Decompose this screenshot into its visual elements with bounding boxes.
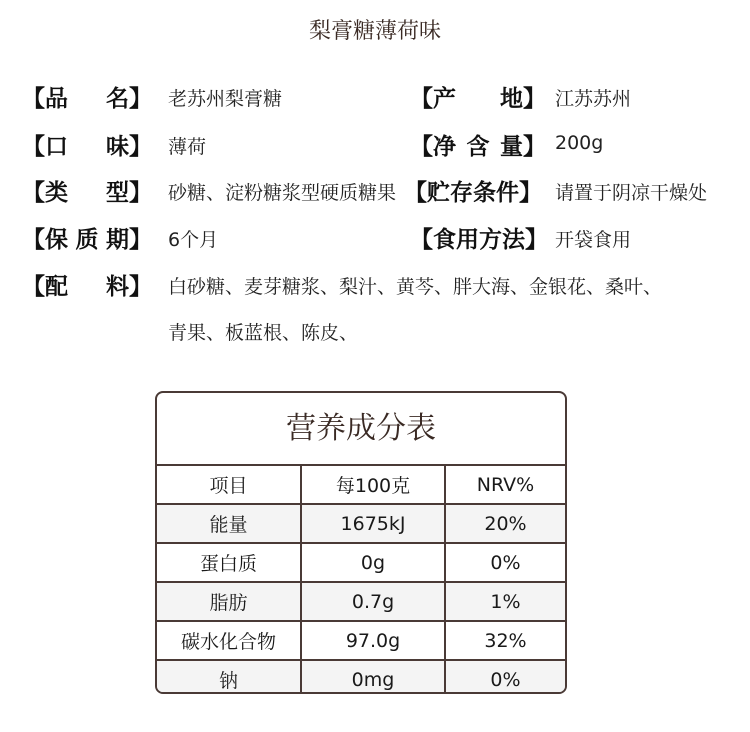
nutrition-facts-panel: [155, 391, 567, 694]
cell-item: 蛋白质: [157, 543, 301, 582]
value-product-name: 老苏州梨膏糖: [168, 88, 283, 110]
header-nrv: NRV%: [445, 466, 565, 504]
label-product-name: [22, 80, 152, 113]
cell-amount: 97.0g: [301, 621, 445, 660]
value-net-weight: 200g: [555, 132, 604, 154]
table-row: [157, 621, 565, 660]
label-part: 含: [466, 134, 490, 160]
label-part: 【配: [22, 274, 68, 300]
label-shelf-life: [22, 221, 152, 254]
label-origin: [410, 80, 546, 113]
label-part: 【贮存条件】: [404, 180, 542, 206]
label-part: 名】: [106, 86, 152, 112]
cell-item: 钠: [157, 660, 301, 694]
value-usage: 开袋食用: [555, 229, 632, 251]
value-origin: 江苏苏州: [555, 88, 632, 110]
label-part: 【类: [22, 180, 68, 206]
label-part: 地】: [500, 86, 546, 112]
header-per-100g: 每100克: [301, 466, 445, 504]
label-usage: [410, 221, 546, 254]
nutrition-table: [157, 466, 565, 694]
cell-nrv: 0%: [445, 660, 565, 694]
label-part: 【品: [22, 86, 68, 112]
value-ingredients-line2: 青果、板蓝根、陈皮、: [168, 322, 359, 344]
label-part: 期】: [106, 227, 152, 253]
label-part: 质: [75, 227, 99, 253]
cell-nrv: 32%: [445, 621, 565, 660]
cell-item: 碳水化合物: [157, 621, 301, 660]
label-part: 【净: [410, 134, 456, 160]
header-item: 项目: [157, 466, 301, 504]
value-storage: 请置于阴凉干燥处: [555, 182, 708, 204]
cell-amount: 0mg: [301, 660, 445, 694]
label-part: 量】: [500, 134, 546, 160]
value-shelf-life: 6个月: [168, 229, 219, 251]
cell-item: 脂肪: [157, 582, 301, 621]
value-ingredients-line1: 白砂糖、麦芽糖浆、梨汁、黄芩、胖大海、金银花、桑叶、: [168, 276, 663, 298]
label-part: 【口: [22, 134, 68, 160]
cell-amount: 0.7g: [301, 582, 445, 621]
cell-nrv: 20%: [445, 504, 565, 543]
cell-amount: 1675kJ: [301, 504, 445, 543]
label-part: 【食用方法】: [410, 227, 548, 253]
cell-amount: 0g: [301, 543, 445, 582]
value-type: 砂糖、淀粉糖浆型硬质糖果: [168, 182, 397, 204]
value-flavor: 薄荷: [168, 136, 207, 158]
label-net-weight: [410, 128, 546, 161]
table-row: [157, 582, 565, 621]
label-part: 【产: [410, 86, 456, 112]
label-type: [22, 174, 152, 207]
table-row: [157, 543, 565, 582]
label-part: 型】: [106, 180, 152, 206]
label-flavor: [22, 128, 152, 161]
cell-nrv: 1%: [445, 582, 565, 621]
table-row: [157, 660, 565, 694]
cell-item: 能量: [157, 504, 301, 543]
table-row: [157, 504, 565, 543]
label-part: 料】: [106, 274, 152, 300]
label-ingredients: [22, 268, 152, 301]
table-header-row: [157, 466, 565, 504]
label-part: 味】: [106, 134, 152, 160]
label-part: 【保: [22, 227, 68, 253]
nutrition-title: 营养成分表: [157, 393, 565, 466]
cell-nrv: 0%: [445, 543, 565, 582]
label-storage: [404, 174, 546, 207]
page-title: 梨膏糖薄荷味: [308, 19, 441, 44]
